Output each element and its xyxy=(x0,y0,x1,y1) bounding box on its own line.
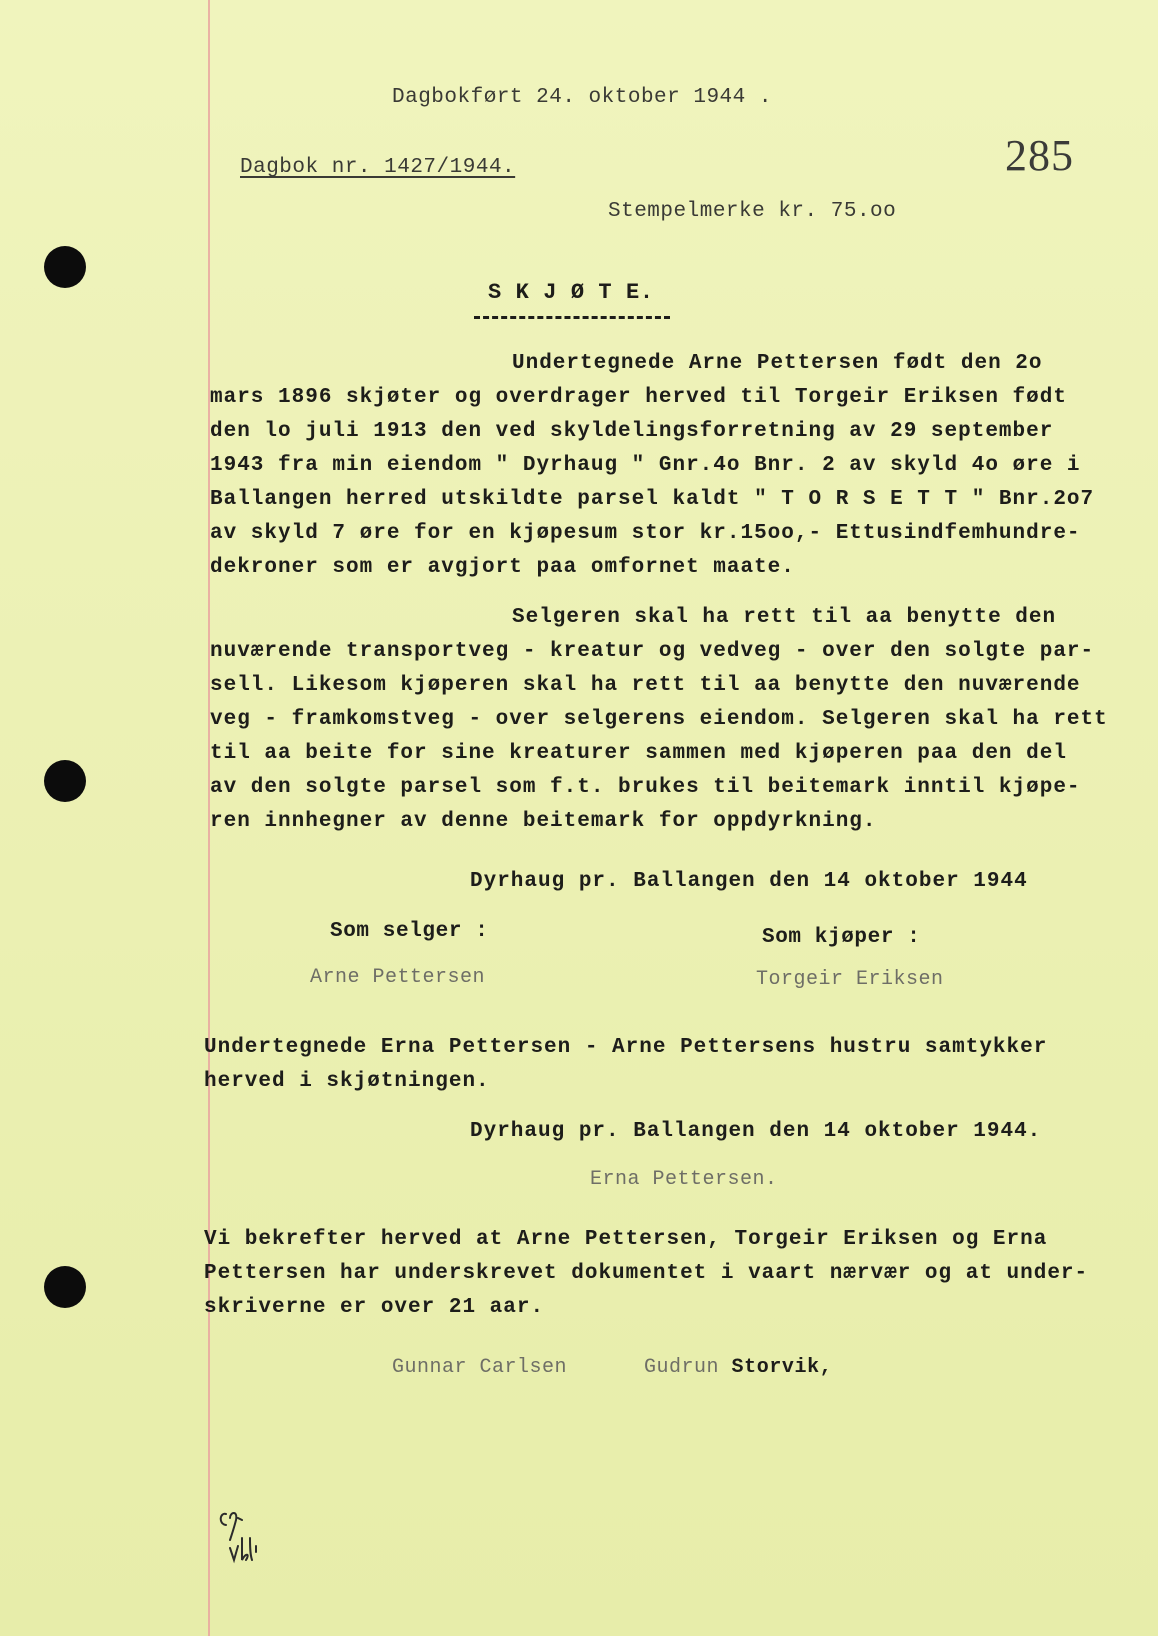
seller-label: Som selger : xyxy=(330,920,489,943)
witness-line: skriverne er over 21 aar. xyxy=(204,1296,545,1319)
consent-signature: Erna Pettersen. xyxy=(590,1168,778,1191)
buyer-signature: Torgeir Eriksen xyxy=(756,968,944,991)
seller-signature: Arne Pettersen xyxy=(310,966,486,989)
paragraph2-line: til aa beite for sine kreaturer sammen med kjøperen paa den del xyxy=(210,742,1067,765)
paragraph2-line: Selgeren skal ha rett til aa benytte den xyxy=(512,606,1057,629)
place-date: Dyrhaug pr. Ballangen den 14 oktober 1944 xyxy=(470,870,1028,893)
handwritten-margin-note xyxy=(216,1494,276,1564)
buyer-label: Som kjøper : xyxy=(762,926,921,949)
paragraph1-line: dekroner som er avgjort paa omfornet maate. xyxy=(210,556,795,579)
punch-hole xyxy=(44,246,86,288)
paragraph1-line: mars 1896 skjøter og overdrager herved til Torgeir Eriksen født xyxy=(210,386,1067,409)
registration-date: Dagbokført 24. oktober 1944 . xyxy=(392,86,772,109)
page-number: 285 xyxy=(1005,131,1074,180)
punch-hole xyxy=(44,760,86,802)
paragraph2-line: nuværende transportveg - kreatur og vedveg - over den solgte par- xyxy=(210,640,1095,663)
witness-surname: Storvik, xyxy=(731,1356,833,1379)
paragraph2-line: sell. Likesom kjøperen skal ha rett til aa benytte den nuværende xyxy=(210,674,1081,697)
witness-first-name: Gudrun xyxy=(644,1356,732,1379)
paragraph1-line: av skyld 7 øre for en kjøpesum stor kr.15oo,- Ettusindfemhundre- xyxy=(210,522,1081,545)
title-underline xyxy=(474,316,670,319)
punch-hole xyxy=(44,1266,86,1308)
witness-signature xyxy=(644,1356,832,1379)
document-title: S K J Ø T E. xyxy=(488,280,654,305)
journal-number: Dagbok nr. 1427/1944. xyxy=(240,156,516,179)
paragraph2-line: ren innhegner av denne beitemark for oppdyrkning. xyxy=(210,810,877,833)
paragraph2-line: veg - framkomstveg - over selgerens eiendom. Selgeren skal ha rett xyxy=(210,708,1108,731)
stamp-fee: Stempelmerke kr. 75.oo xyxy=(608,200,897,223)
paragraph1-line: 1943 fra min eiendom " Dyrhaug " Gnr.4o Bnr. 2 av skyld 4o øre i xyxy=(210,454,1081,477)
witness-signature: Gunnar Carlsen xyxy=(392,1356,568,1379)
paragraph1-line: den lo juli 1913 den ved skyldelingsforretning av 29 september xyxy=(210,420,1054,443)
place-date: Dyrhaug pr. Ballangen den 14 oktober 1944. xyxy=(470,1120,1042,1143)
witness-line: Pettersen har underskrevet dokumentet i vaart nærvær og at under- xyxy=(204,1262,1089,1285)
paragraph1-line: Ballangen herred utskildte parsel kaldt " T O R S E T T " Bnr.2o7 xyxy=(210,488,1095,511)
consent-line: herved i skjøtningen. xyxy=(204,1070,490,1093)
witness-line: Vi bekrefter herved at Arne Pettersen, Torgeir Eriksen og Erna xyxy=(204,1228,1048,1251)
consent-line: Undertegnede Erna Pettersen - Arne Pettersens hustru samtykker xyxy=(204,1036,1048,1059)
paragraph1-line: Undertegnede Arne Pettersen født den 2o xyxy=(512,352,1043,375)
paragraph2-line: av den solgte parsel som f.t. brukes til beitemark inntil kjøpe- xyxy=(210,776,1081,799)
